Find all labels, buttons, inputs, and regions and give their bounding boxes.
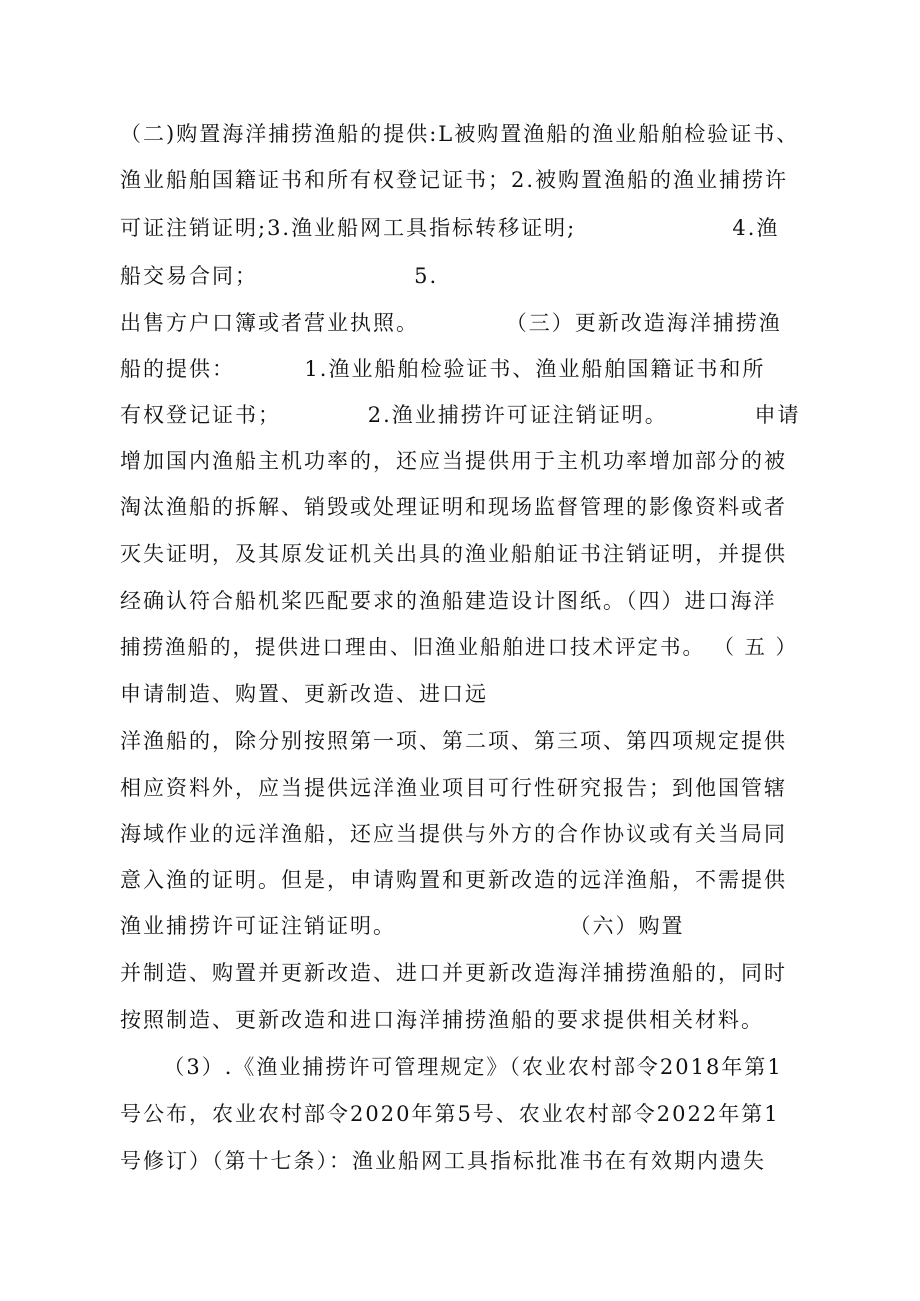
text-line-17: 意入渔的证明。但是，申请购置和更新改造的远洋渔船，不需提供 (120, 868, 787, 892)
text-line-14: 洋渔船的，除分别按照第一项、第二项、第三项、第四项规定提供 (120, 729, 787, 753)
text-line-23: 号修订）（第十七条）：渔业船网工具指标批准书在有效期内遗失 (120, 1149, 766, 1173)
text-line-22: 号公布，农业农村部令2020年第5号、农业农村部令2022年第1 (120, 1102, 780, 1126)
text-line-21: （3）.《渔业捕捞许可管理规定》（农业农村部令2018年第1 (120, 1055, 783, 1079)
text-line-13: 申请制造、购置、更新改造、进口远 (120, 682, 488, 706)
text-line-6: 船的提供： 1.渔业船舶检验证书、渔业船舶国籍证书和所 (120, 357, 766, 381)
text-line-10: 灭失证明，及其原发证机关出具的渔业船舶证书注销证明，并提供 (120, 542, 787, 566)
text-line-4: 船交易合同； 5. (120, 264, 439, 288)
text-line-5: 出售方户口簿或者营业执照。 （三）更新改造海洋捕捞渔 (120, 311, 782, 335)
text-line-20: 按照制造、更新改造和进口海洋捕捞渔船的要求提供相关材料。 (120, 1008, 764, 1032)
text-line-3: 可证注销证明;3.渔业船网工具指标转移证明; 4.渔 (120, 216, 780, 240)
text-line-2: 渔业船舶国籍证书和所有权登记证书；2.被购置渔船的渔业捕捞许 (120, 168, 789, 192)
text-line-11: 经确认符合船机桨匹配要求的渔船建造设计图纸。（四）进口海洋 (120, 589, 777, 613)
text-line-1: （二)购置海洋捕捞渔船的提供:L被购置渔船的渔业船舶检验证书、 (120, 122, 800, 146)
text-line-8: 增加国内渔船主机功率的，还应当提供用于主机功率增加部分的被 (120, 449, 787, 473)
text-line-9: 淘汰渔船的拆解、销毁或处理证明和现场监督管理的影像资料或者 (120, 495, 787, 519)
text-line-18: 渔业捕捞许可证注销证明。 （六）购置 (120, 914, 685, 938)
text-line-7: 有权登记证书； 2.渔业捕捞许可证注销证明。 申请 (120, 403, 801, 427)
text-line-12: 捕捞渔船的，提供进口理由、旧渔业船舶进口技术评定书。 （ 五 ） (120, 635, 799, 659)
text-line-16: 海域作业的远洋渔船，还应当提供与外方的合作协议或有关当局同 (120, 822, 787, 846)
text-line-19: 并制造、购置并更新改造、进口并更新改造海洋捕捞渔船的，同时 (120, 961, 787, 985)
text-line-15: 相应资料外，应当提供远洋渔业项目可行性研究报告；到他国管辖 (120, 776, 787, 800)
